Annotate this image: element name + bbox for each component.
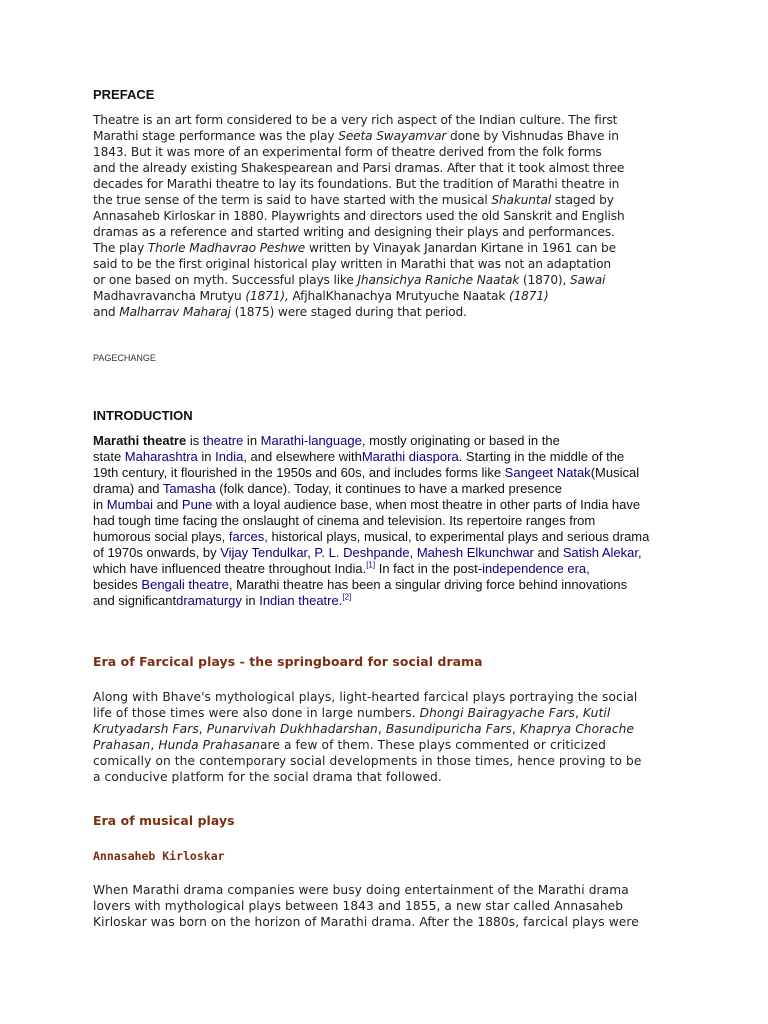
play-title: Krutyadarsh Fars xyxy=(93,722,199,736)
intro-text: , xyxy=(637,545,642,560)
line-text: said to be the first original historical play written in Marathi that was not an adaptation xyxy=(93,257,611,271)
link-maharashtra[interactable]: Maharashtra xyxy=(124,449,198,464)
introduction-paragraph xyxy=(93,433,649,609)
line-text: , xyxy=(511,722,520,736)
paragraph-line xyxy=(93,128,625,144)
line-text: and xyxy=(93,305,120,319)
intro-text: . Starting in the middle of the xyxy=(458,449,625,464)
intro-line-11 xyxy=(93,593,649,609)
play-title: Seeta Swayamvar xyxy=(338,129,447,143)
intro-text: 19th century, it flourished in the 1950s and 60s, and includes forms like xyxy=(93,465,505,480)
intro-line-9 xyxy=(93,561,649,577)
paragraph-line xyxy=(93,898,639,914)
play-title: Punarvivah Dukhhadarshan xyxy=(206,722,378,736)
line-text: done by Vishnudas Bhave in xyxy=(446,129,619,143)
intro-text: , mostly originating or based in the xyxy=(361,433,560,448)
intro-line-5 xyxy=(93,497,649,513)
intro-text: , Marathi theatre has been a singular driving force behind innovations xyxy=(228,577,628,592)
play-title: Kutil xyxy=(582,706,611,720)
intro-text: in xyxy=(197,449,216,464)
intro-text: , xyxy=(307,545,315,560)
play-title: (1871), xyxy=(241,289,293,303)
link-pl-deshpande[interactable]: P. L. Deshpande xyxy=(314,545,410,560)
intro-text: which have influenced theatre throughout India. xyxy=(93,561,367,576)
link-mahesh-elkunchwar[interactable]: Mahesh Elkunchwar xyxy=(416,545,534,560)
intro-text: and significant xyxy=(93,593,177,608)
paragraph-line xyxy=(93,753,641,769)
link-sangeet-natak[interactable]: Sangeet Natak xyxy=(504,465,591,480)
intro-text: of 1970s onwards, by xyxy=(93,545,221,560)
intro-text: . xyxy=(338,593,343,608)
intro-line-3 xyxy=(93,465,649,481)
paragraph-line xyxy=(93,272,625,288)
line-text: written by Vinayak Janardan Kirtane in 1961 can be xyxy=(305,241,616,255)
line-text: Annasaheb Kirloskar in 1880. Playwrights and directors used the old Sanskrit and English xyxy=(93,209,625,223)
introduction-heading: INTRODUCTION xyxy=(93,408,193,423)
paragraph-line xyxy=(93,288,625,304)
intro-text: humorous social plays, xyxy=(93,529,229,544)
kirloskar-subheading: Annasaheb Kirloskar xyxy=(93,849,225,863)
intro-text: , and elsewhere with xyxy=(243,449,362,464)
line-text: Along with Bhave's mythological plays, light-hearted farcical plays portraying the social xyxy=(93,690,638,704)
link-tamasha[interactable]: Tamasha xyxy=(162,481,216,496)
link-satish-alekar[interactable]: Satish Alekar xyxy=(562,545,638,560)
paragraph-line xyxy=(93,769,641,785)
intro-text: besides xyxy=(93,577,142,592)
intro-text: In fact in the post- xyxy=(375,561,483,576)
farcical-heading: Era of Farcical plays - the springboard for social drama xyxy=(93,654,483,669)
intro-line-8 xyxy=(93,545,649,561)
intro-text: with a loyal audience base, when most theatre in other parts of India have xyxy=(212,497,641,512)
paragraph-line xyxy=(93,721,641,737)
paragraph-line xyxy=(93,224,625,240)
line-text: Theatre is an art form considered to be a very rich aspect of the Indian culture. The first xyxy=(93,113,618,127)
paragraph-line xyxy=(93,208,625,224)
line-text: Madhavravancha Mrutyu xyxy=(93,289,242,303)
line-text: , xyxy=(198,722,207,736)
play-title: Khaprya Chorache xyxy=(519,722,635,736)
line-text: or one based on myth. Successful plays like xyxy=(93,273,358,287)
line-text: the true sense of the term is said to have started with the musical xyxy=(93,193,492,207)
intro-text: and xyxy=(533,545,563,560)
link-india[interactable]: India xyxy=(215,449,244,464)
play-title: Dhongi Bairagyache Fars xyxy=(419,706,575,720)
line-text: (1870), xyxy=(519,273,570,287)
play-title: Jhansichya Raniche Naatak xyxy=(357,273,520,287)
preface-paragraph xyxy=(93,112,625,320)
line-text: 1843. But it was more of an experimental form of theatre derived from the folk forms xyxy=(93,145,602,159)
play-title: Malharrav Maharaj xyxy=(119,305,231,319)
link-dramaturgy[interactable]: dramaturgy xyxy=(176,593,242,608)
line-text: When Marathi drama companies were busy doing entertainment of the Marathi drama xyxy=(93,883,629,897)
paragraph-line xyxy=(93,256,625,272)
line-text: lovers with mythological plays between 1843 and 1855, a new star called Annasaheb xyxy=(93,899,624,913)
line-text: are a few of them. These plays commented or criticized xyxy=(259,738,606,752)
play-title: (1871) xyxy=(505,289,549,303)
link-marathi-diaspora[interactable]: Marathi diaspora xyxy=(361,449,459,464)
link-marathi-language[interactable]: Marathi-language xyxy=(260,433,362,448)
intro-text: in xyxy=(241,593,260,608)
paragraph-line xyxy=(93,144,625,160)
pagechange-marker: PAGECHANGE xyxy=(93,353,156,363)
link-bengali-theatre[interactable]: Bengali theatre xyxy=(141,577,229,592)
intro-line-10 xyxy=(93,577,649,593)
intro-text: , historical plays, musical, to experimental plays and serious drama xyxy=(264,529,650,544)
paragraph-line xyxy=(93,192,625,208)
paragraph-line xyxy=(93,304,625,320)
musical-paragraph xyxy=(93,882,639,930)
reference-2-link[interactable]: [2] xyxy=(342,592,352,602)
intro-text: state xyxy=(93,449,125,464)
link-vijay-tendulkar[interactable]: Vijay Tendulkar xyxy=(220,545,308,560)
paragraph-line xyxy=(93,112,625,128)
line-text: , xyxy=(377,722,386,736)
line-text: (1875) were staged during that period. xyxy=(230,305,467,319)
link-mumbai[interactable]: Mumbai xyxy=(106,497,153,512)
intro-line-1 xyxy=(93,433,649,449)
paragraph-line xyxy=(93,705,641,721)
line-text: comically on the contemporary social developments in those times, hence proving to be xyxy=(93,754,642,768)
paragraph-line xyxy=(93,914,639,930)
play-title: Hunda Prahasan xyxy=(158,738,260,752)
line-text: decades for Marathi theatre to lay its foundations. But the tradition of Marathi theatre in xyxy=(93,177,620,191)
paragraph-line xyxy=(93,160,625,176)
line-text: AfjhalKhanachya Mrutyuche Naatak xyxy=(292,289,506,303)
farcical-paragraph xyxy=(93,689,641,785)
line-text: The play xyxy=(93,241,148,255)
link-pune[interactable]: Pune xyxy=(181,497,213,512)
paragraph-line xyxy=(93,240,625,256)
intro-text: in xyxy=(93,497,107,512)
intro-line-7 xyxy=(93,529,649,545)
link-indian-theatre[interactable]: Indian theatre xyxy=(259,593,339,608)
intro-text: (Musical xyxy=(590,465,640,480)
intro-text: had tough time facing the onslaught of cinema and television. Its repertoire ranges from xyxy=(93,513,596,528)
line-text: Marathi stage performance was the play xyxy=(93,129,339,143)
line-text: a conducive platform for the social drama that followed. xyxy=(93,770,442,784)
line-text: , xyxy=(574,706,583,720)
intro-text: in xyxy=(243,433,261,448)
musical-heading: Era of musical plays xyxy=(93,813,235,828)
line-text: and the already existing Shakespearean and Parsi dramas. After that it took almost three xyxy=(93,161,625,175)
play-title: Basundipuricha Fars xyxy=(385,722,512,736)
play-title: Shakuntal xyxy=(491,193,552,207)
play-title: Sawai xyxy=(569,273,606,287)
intro-line-2 xyxy=(93,449,649,465)
intro-text: , xyxy=(586,561,590,576)
link-theatre[interactable]: theatre xyxy=(202,433,244,448)
reference-1-link[interactable]: [1] xyxy=(366,560,376,570)
play-title: Prahasan xyxy=(93,738,151,752)
line-text: Kirloskar was born on the horizon of Marathi drama. After the 1880s, farcical plays were xyxy=(93,915,639,929)
paragraph-line xyxy=(93,737,641,753)
line-text: life of those times were also done in large numbers. xyxy=(93,706,420,720)
play-title: Thorle Madhavrao Peshwe xyxy=(147,241,306,255)
line-text: , xyxy=(150,738,159,752)
line-text: dramas as a reference and started writing and designing their plays and performances. xyxy=(93,225,615,239)
intro-lead-bold: Marathi theatre xyxy=(93,433,187,448)
link-farces[interactable]: farces xyxy=(228,529,265,544)
paragraph-line xyxy=(93,882,639,898)
line-text: staged by xyxy=(551,193,614,207)
intro-text: and xyxy=(152,497,182,512)
intro-text: (folk dance). Today, it continues to have a marked presence xyxy=(215,481,562,496)
paragraph-line xyxy=(93,689,641,705)
intro-text: , xyxy=(409,545,417,560)
paragraph-line xyxy=(93,176,625,192)
intro-text: drama) and xyxy=(93,481,163,496)
link-independence-era[interactable]: independence era xyxy=(482,561,587,576)
intro-line-4 xyxy=(93,481,649,497)
intro-text: is xyxy=(186,433,203,448)
intro-line-6 xyxy=(93,513,649,529)
preface-heading: PREFACE xyxy=(93,87,155,102)
